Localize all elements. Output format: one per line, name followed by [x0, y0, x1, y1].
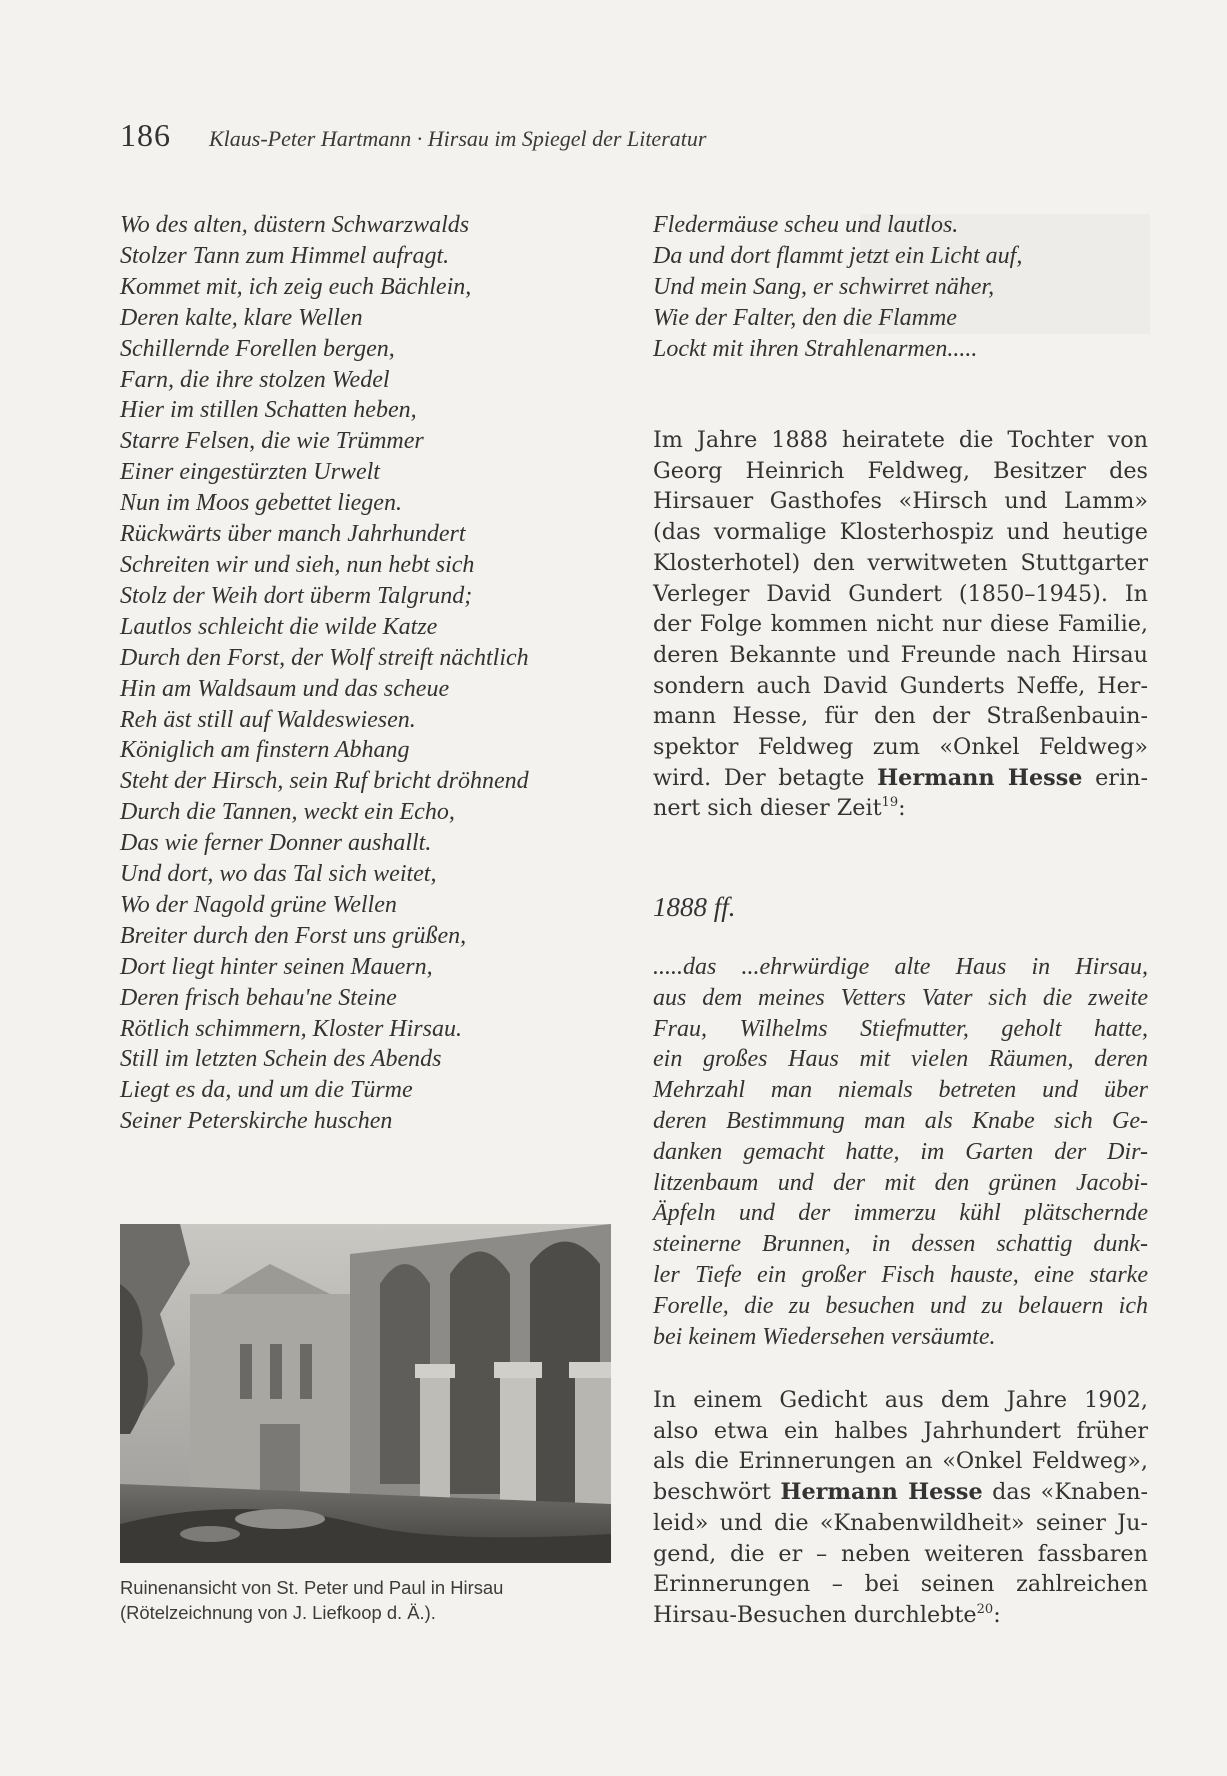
text-line: leid» und die «Knabenwildheit» seiner Ju-: [653, 1509, 1148, 1536]
text-line: aus dem meines Vetters Vater sich die zweite: [653, 984, 1148, 1011]
poem-line: Stolzer Tann zum Himmel aufragt.: [120, 242, 450, 269]
poem-line: Wie der Falter, den die Flamme: [653, 304, 957, 331]
text-line: ler Tiefe ein großer Fisch hauste, eine starke: [653, 1261, 1148, 1288]
poem-line: Rückwärts über manch Jahrhundert: [120, 521, 466, 548]
text-line: Mehrzahl man niemals betreten und über: [653, 1077, 1148, 1104]
poem-line: Nun im Moos gebettet liegen.: [120, 490, 402, 517]
author-name-bold: Hermann Hesse: [877, 764, 1083, 791]
text-line: Georg Heinrich Feldweg, Besitzer des: [653, 457, 1148, 484]
poem-line: Fledermäuse scheu und lautlos.: [653, 212, 959, 238]
text-line: litzenbaum und der mit den grünen Jacobi-: [653, 1169, 1148, 1196]
text-line: mann Hesse, für den der Straßenbauin-: [653, 703, 1148, 730]
poem-continuation: [653, 210, 1148, 365]
text-line: deren Bestimmung man als Knabe sich Ge-: [653, 1107, 1148, 1134]
paragraph-2: [653, 1385, 1148, 1631]
poem-line: Wo der Nagold grüne Wellen: [120, 891, 397, 918]
text-line: Forelle, die zu besuchen und zu belauern ich: [653, 1292, 1148, 1319]
poem-line: Und mein Sang, er schwirret näher,: [653, 273, 995, 300]
poem-line: Stolz der Weih dort überm Talgrund;: [120, 582, 473, 609]
poem-line: Rötlich schimmern, Kloster Hirsau.: [120, 1015, 462, 1042]
section-heading: 1888 ff.: [653, 892, 736, 922]
poem-line: Dort liegt hinter seinen Mauern,: [120, 953, 433, 980]
text-line: gend, die er – neben weiteren fassbaren: [653, 1540, 1148, 1567]
poem-line: Lautlos schleicht die wilde Katze: [120, 613, 438, 640]
paragraph-1: [653, 425, 1148, 824]
text-line: deren Bekannte und Freunde nach Hirsau: [653, 641, 1148, 668]
caption-line: (Rötelzeichnung von J. Liefkoop d. Ä.).: [120, 1602, 436, 1623]
figure: [120, 1224, 611, 1625]
text-line: beschwört Hermann Hesse das «Knaben-: [653, 1479, 1148, 1506]
text-line: bei keinem Wiedersehen versäumte.: [653, 1323, 996, 1350]
text-line: der Folge kommen nicht nur diese Familie,: [653, 611, 1148, 638]
poem-line: Schillernde Forellen bergen,: [120, 335, 395, 362]
text-line: nert sich dieser Zeit$^{19}$:: [653, 795, 906, 822]
poem-line: Schreiten wir und sieh, nun hebt sich: [120, 551, 475, 578]
text-line: (das vormalige Klosterhospiz und heutige: [653, 519, 1148, 546]
poem-line: Das wie ferner Donner aushallt.: [120, 830, 432, 857]
poem-line: Still im letzten Schein des Abends: [120, 1046, 442, 1073]
poem-line: Durch den Forst, der Wolf streift nächtlich: [120, 644, 529, 671]
running-title: Klaus-Peter Hartmann · Hirsau im Spiegel der Literatur: [209, 126, 707, 151]
text-line: ein großes Haus mit vielen Räumen, deren: [653, 1046, 1148, 1073]
caption-line: Ruinenansicht von St. Peter und Paul in Hirsau: [120, 1577, 504, 1598]
figure-caption: [120, 1575, 611, 1625]
text-line: wird. Der betagte Hermann Hesse erin-: [653, 764, 1148, 791]
text-line: also etwa ein halbes Jahrhundert früher: [653, 1417, 1148, 1444]
text-line: sondern auch David Gunderts Neffe, Her-: [653, 672, 1148, 699]
poem-line: Da und dort flammt jetzt ein Licht auf,: [653, 242, 1023, 269]
poem-line: Deren frisch behau'ne Steine: [120, 984, 397, 1011]
poem-line: Wo des alten, düstern Schwarzwalds: [120, 212, 470, 238]
poem-line: Königlich am finstern Abhang: [120, 737, 410, 764]
poem-line: Hier im stillen Schatten heben,: [120, 397, 417, 424]
text-line: Klosterhotel) den verwitweten Stuttgarter: [653, 549, 1148, 576]
text-line: als die Erinnerungen an «Onkel Feldweg»,: [653, 1448, 1148, 1475]
poem-line: Einer eingestürzten Urwelt: [120, 459, 380, 486]
text-line: Frau, Wilhelms Stiefmutter, geholt hatte,: [653, 1015, 1148, 1042]
poem-line: Farn, die ihre stolzen Wedel: [120, 366, 390, 393]
poem-line: Kommet mit, ich zeig euch Bächlein,: [120, 273, 472, 300]
author-name-bold: Hermann Hesse: [780, 1479, 983, 1506]
quotation-block: [653, 952, 1148, 1352]
text-line: .....das ...ehrwürdige alte Haus in Hirsau,: [653, 954, 1148, 980]
poem-line: Starre Felsen, die wie Trümmer: [120, 428, 424, 455]
poem-line: Reh äst still auf Waldeswiesen.: [120, 706, 416, 733]
poem-line: Seiner Peterskirche huschen: [120, 1108, 393, 1135]
text-line: Verleger David Gundert (1850–1945). In: [653, 580, 1148, 607]
poem-line: Liegt es da, und um die Türme: [120, 1077, 413, 1104]
text-line: Im Jahre 1888 heiratete die Tochter von: [653, 427, 1148, 453]
page-header: [120, 117, 706, 157]
poem-stanza: [120, 210, 620, 1137]
text-line: Äpfeln und der immerzu kühl plätschernde: [653, 1200, 1148, 1227]
footnote-ref: 19: [881, 795, 899, 811]
text-line: Erinnerungen – bei seinen zahlreichen: [653, 1571, 1148, 1598]
text-line: In einem Gedicht aus dem Jahre 1902,: [653, 1387, 1148, 1413]
text-line: spektor Feldweg zum «Onkel Feldweg»: [653, 734, 1148, 761]
text-line: Hirsauer Gasthofes «Hirsch und Lamm»: [653, 488, 1148, 515]
right-column: [653, 210, 1148, 1628]
text-line: danken gemacht hatte, im Garten der Dir-: [653, 1138, 1148, 1165]
poem-line: Hin am Waldsaum und das scheue: [120, 675, 450, 702]
ruin-drawing-image: [120, 1224, 611, 1563]
poem-line: Und dort, wo das Tal sich weitet,: [120, 861, 437, 888]
footnote-ref: 20: [976, 1601, 994, 1617]
poem-line: Breiter durch den Forst uns grüßen,: [120, 922, 467, 949]
poem-line: Durch die Tannen, weckt ein Echo,: [120, 799, 455, 826]
text-line: Hirsau-Besuchen durchlebte$^{20}$:: [653, 1601, 1001, 1628]
page-number: 186: [120, 117, 171, 153]
poem-line: Lockt mit ihren Strahlenarmen.....: [653, 335, 978, 362]
poem-line: Steht der Hirsch, sein Ruf bricht dröhnend: [120, 768, 529, 795]
poem-line: Deren kalte, klare Wellen: [120, 304, 363, 331]
left-column: [120, 210, 620, 1137]
text-line: steinerne Brunnen, in dessen schattig dunk-: [653, 1231, 1148, 1258]
